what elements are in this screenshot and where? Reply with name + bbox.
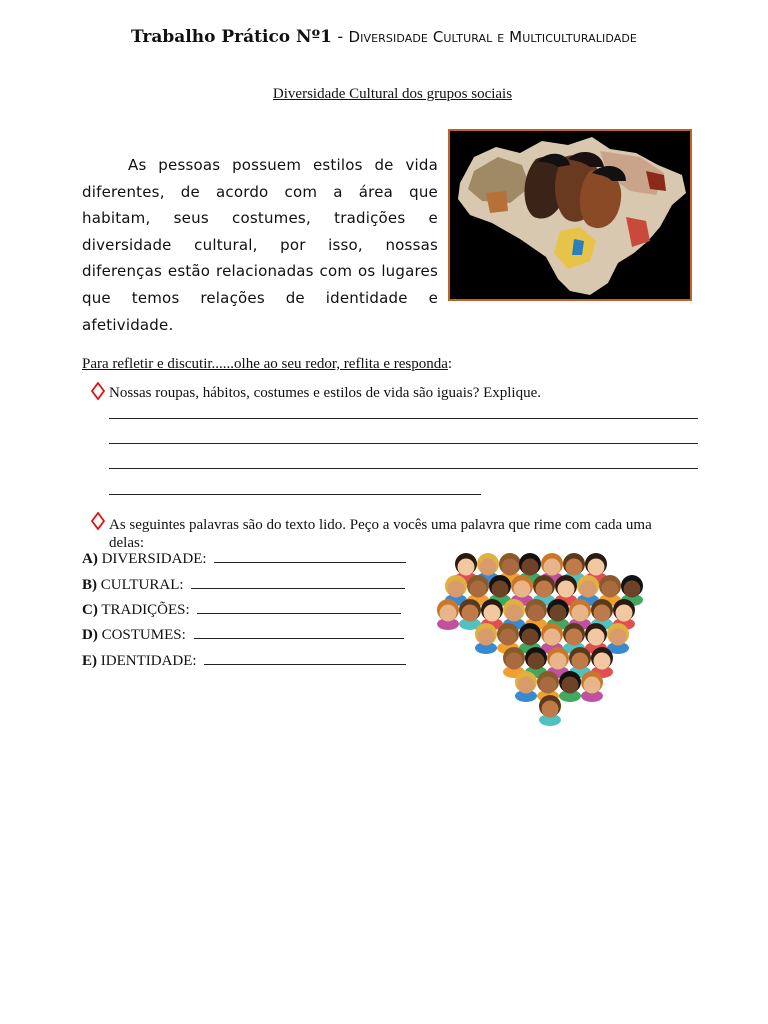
answer-line[interactable]	[109, 418, 698, 419]
rhyme-item-c	[82, 602, 401, 619]
face-illustration	[437, 599, 459, 630]
rhyme-item-word: IDENTIDADE:	[100, 653, 197, 669]
reflection-prompt	[82, 356, 452, 373]
diamond-bullet-icon	[91, 512, 105, 530]
answer-line[interactable]	[109, 468, 698, 469]
question-1-text: Nossas roupas, hábitos, costumes e estilos de vida são iguais? Explique.	[109, 385, 542, 401]
face-illustration	[607, 623, 629, 654]
page-title-main: Trabalho Prático Nº1	[131, 27, 332, 47]
page-title-subtitle: Diversidade Cultural e Multiculturalidade	[348, 28, 637, 46]
face-illustration	[539, 695, 561, 726]
rhyme-item-letter: B)	[82, 577, 97, 593]
rhyme-item-word: DIVERSIDADE:	[101, 551, 207, 567]
question-2-text: As seguintes palavras são do texto lido. Peço a vocês uma palavra que rime com cada uma delas:	[109, 517, 652, 551]
rhyme-item-letter: C)	[82, 602, 98, 618]
rhyme-answer-line[interactable]	[197, 612, 401, 614]
reflection-prompt-text: Para refletir e discutir......olhe ao seu redor, reflita e responda	[82, 356, 448, 372]
rhyme-item-a	[82, 551, 406, 568]
answer-line[interactable]	[109, 494, 481, 495]
face-illustration	[475, 623, 497, 654]
rhyme-answer-line[interactable]	[191, 587, 405, 589]
face-illustration	[559, 671, 581, 702]
diverse-faces-map-image	[426, 544, 658, 730]
rhyme-item-letter: D)	[82, 627, 98, 643]
reflection-prompt-colon: :	[447, 356, 453, 372]
answer-line[interactable]	[109, 443, 698, 444]
rhyme-item-word: CULTURAL:	[100, 577, 184, 593]
rhyme-item-word: COSTUMES:	[101, 627, 186, 643]
rhyme-item-b	[82, 577, 405, 594]
rhyme-answer-line[interactable]	[204, 663, 406, 665]
rhyme-item-letter: A)	[82, 551, 98, 567]
section-subtitle: Diversidade Cultural dos grupos sociais	[272, 86, 513, 102]
face-illustration	[581, 671, 603, 702]
face-illustration	[459, 599, 481, 630]
face-illustration	[515, 671, 537, 702]
rhyme-item-letter: E)	[82, 653, 97, 669]
rhyme-item-word: TRADIÇÕES:	[101, 602, 190, 618]
rhyme-answer-line[interactable]	[214, 561, 406, 563]
page-title	[0, 27, 768, 47]
brazil-culture-map-image	[448, 129, 692, 301]
rhyme-item-e	[82, 653, 406, 670]
intro-paragraph: As pessoas possuem estilos de vida diferentes, de acordo com a área que habitam, seus costumes, tradições e diversidade cultural, por isso, nossas diferenças estão relacionadas com os lugares que temos relações de identidade e afetividade.	[82, 156, 438, 334]
page-title-separator: -	[331, 27, 349, 47]
diamond-bullet-icon	[91, 382, 105, 400]
rhyme-answer-line[interactable]	[194, 637, 404, 639]
rhyme-item-d	[82, 627, 404, 644]
